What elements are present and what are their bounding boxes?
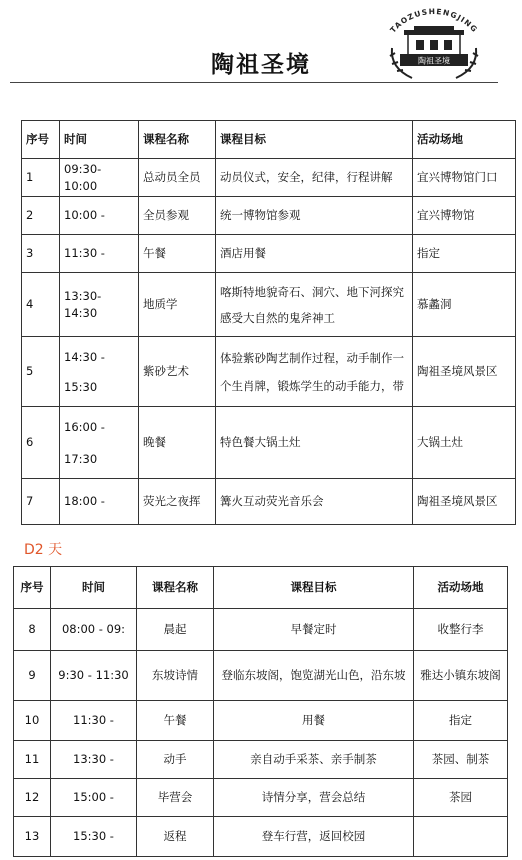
table-cell: 统一博物馆参观 — [216, 197, 413, 235]
header-cell: 活动场地 — [414, 567, 508, 609]
table-cell: 总动员全员 — [139, 159, 216, 197]
table-cell: 10 — [14, 701, 51, 741]
table-row — [14, 817, 508, 857]
table-cell: 13:30 - — [51, 741, 137, 779]
table-cell: 登临东坡阁，饱览湖光山色，沿东坡 — [214, 651, 414, 701]
table-cell: 宜兴博物馆门口 — [413, 159, 516, 197]
table-cell: 16:00 - 17:30 — [60, 407, 139, 479]
header-cell: 时间 — [60, 121, 139, 159]
day2-heading: D2 天 — [24, 542, 63, 558]
table-cell: 午餐 — [137, 701, 214, 741]
table-cell: 指定 — [414, 701, 508, 741]
table-cell: 指定 — [413, 235, 516, 273]
table-cell: 晨起 — [137, 609, 214, 651]
table-cell: 篝火互动荧光音乐会 — [216, 479, 413, 525]
table-cell: 酒店用餐 — [216, 235, 413, 273]
table-cell: 全员参观 — [139, 197, 216, 235]
table-cell — [414, 817, 508, 857]
table-cell: 体验紫砂陶艺制作过程，动手制作一 个生肖牌，锻炼学生的动手能力，带 — [216, 337, 413, 407]
table-cell: 收整行李 — [414, 609, 508, 651]
header-cell: 课程名称 — [137, 567, 214, 609]
table-cell: 7 — [22, 479, 60, 525]
table-cell: 11 — [14, 741, 51, 779]
table-cell: 陶祖圣境风景区 — [413, 337, 516, 407]
table-cell: 晚餐 — [139, 407, 216, 479]
table-row — [14, 609, 508, 651]
table-cell: 08:00 - 09: — [51, 609, 137, 651]
table-cell: 09:30-10:00 — [60, 159, 139, 197]
table-cell: 东坡诗情 — [137, 651, 214, 701]
table-cell: 午餐 — [139, 235, 216, 273]
table-cell: 1 — [22, 159, 60, 197]
table-cell: 紫砂艺术 — [139, 337, 216, 407]
table-cell: 13:30-14:30 — [60, 273, 139, 337]
table-cell: 10:00 - — [60, 197, 139, 235]
table-cell: 12 — [14, 779, 51, 817]
table-cell: 11:30 - — [51, 701, 137, 741]
table-cell: 动手 — [137, 741, 214, 779]
table-cell: 茶园、制茶 — [414, 741, 508, 779]
table-cell: 早餐定时 — [214, 609, 414, 651]
logo-arc-text: TAOZUSHENGJING — [388, 6, 480, 35]
header-cell: 时间 — [51, 567, 137, 609]
header-cell: 课程目标 — [216, 121, 413, 159]
header-cell: 活动场地 — [413, 121, 516, 159]
table-cell: 陶祖圣境风景区 — [413, 479, 516, 525]
table-row — [22, 273, 516, 337]
table-cell: 15:00 - — [51, 779, 137, 817]
table-cell: 4 — [22, 273, 60, 337]
table-header-row — [22, 121, 516, 159]
table-cell: 茶园 — [414, 779, 508, 817]
table-cell: 13 — [14, 817, 51, 857]
table-cell: 用餐 — [214, 701, 414, 741]
logo — [370, 4, 498, 84]
table-cell: 15:30 - — [51, 817, 137, 857]
schedule-table-day2 — [13, 566, 508, 857]
table-cell: 宜兴博物馆 — [413, 197, 516, 235]
table-row — [14, 651, 508, 701]
table-cell: 雅达小镇东坡阁 — [414, 651, 508, 701]
table-cell: 8 — [14, 609, 51, 651]
table-cell: 诗情分享，营会总结 — [214, 779, 414, 817]
table-cell: 毕营会 — [137, 779, 214, 817]
page-title: 陶祖圣境 — [211, 52, 311, 78]
table-cell: 18:00 - — [60, 479, 139, 525]
table-cell: 5 — [22, 337, 60, 407]
table-row — [22, 159, 516, 197]
table-cell: 3 — [22, 235, 60, 273]
header-cell: 序号 — [22, 121, 60, 159]
table-row — [14, 701, 508, 741]
table-row — [14, 779, 508, 817]
logo-seal-text: 陶祖圣境 — [418, 56, 450, 66]
table-cell: 返程 — [137, 817, 214, 857]
table-cell: 喀斯特地貌奇石、洞穴、地下河探究 感受大自然的鬼斧神工 — [216, 273, 413, 337]
table-cell: 慕蠡洞 — [413, 273, 516, 337]
table-row — [22, 197, 516, 235]
table-cell: 14:30 - 15:30 — [60, 337, 139, 407]
table-row — [22, 337, 516, 407]
table-header-row — [14, 567, 508, 609]
table-cell: 大锅土灶 — [413, 407, 516, 479]
table-cell: 6 — [22, 407, 60, 479]
table-cell: 动员仪式，安全，纪律，行程讲解 — [216, 159, 413, 197]
header-cell: 课程名称 — [139, 121, 216, 159]
schedule-table-day1 — [21, 120, 516, 525]
table-cell: 9:30 - 11:30 — [51, 651, 137, 701]
table-row — [14, 741, 508, 779]
header-cell: 课程目标 — [214, 567, 414, 609]
table-cell: 2 — [22, 197, 60, 235]
table-row — [22, 479, 516, 525]
table-row — [22, 407, 516, 479]
table-cell: 特色餐大锅土灶 — [216, 407, 413, 479]
table-cell: 地质学 — [139, 273, 216, 337]
table-cell: 亲自动手采茶、亲手制茶 — [214, 741, 414, 779]
table-cell: 登车行营，返回校园 — [214, 817, 414, 857]
table-cell: 9 — [14, 651, 51, 701]
table-cell: 11:30 - — [60, 235, 139, 273]
header-cell: 序号 — [14, 567, 51, 609]
table-cell: 荧光之夜挥 — [139, 479, 216, 525]
table-row — [22, 235, 516, 273]
